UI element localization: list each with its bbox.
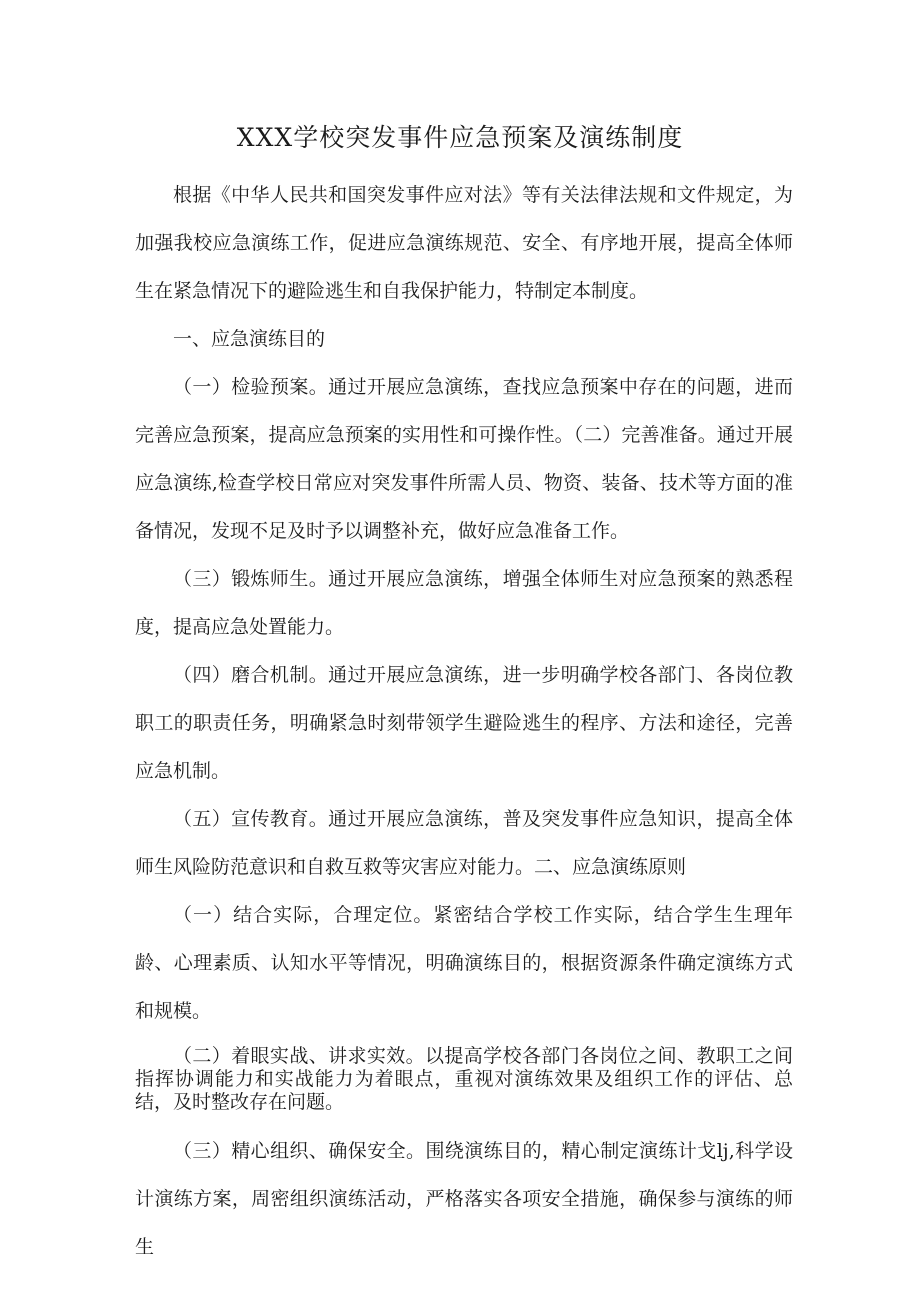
principle-item-3: （三）精心组织、确保安全。围绕演练目的，精心制定演练计戈lj,科学设计演练方案，周密组织演练活动，严格落实各项安全措施，确保参与演练的师生 — [135, 1140, 793, 1258]
purpose-item-3: （三）锻炼师生。通过开展应急演练，增强全体师生对应急预案的熟悉程度，提高应急处置能力。 — [135, 568, 793, 638]
intro-paragraph: 根据《中华人民共和国突发事件应对法》等有关法律法规和文件规定，为加强我校应急演练工作，促进应急演练规范、安全、有序地开展，提高全体师生在紧急情况下的避险逃生和自我保护能力，特制定本制度。 — [135, 184, 793, 302]
purpose-item-4: （四）磨合机制。通过开展应急演练，进一步明确学校各部门、各岗位教职工的职责任务，明确紧急时刻带领学生避险逃生的程序、方法和途径，完善应急机制。 — [135, 664, 793, 782]
document-title: XXX学校突发事件应急预案及演练制度 — [236, 123, 684, 152]
document-body — [135, 171, 793, 1271]
section-heading-purpose: 一、应急演练目的 — [173, 328, 326, 350]
purpose-item-5: （五）宣传教育。通过开展应急演练，普及突发事件应急知识，提高全体师生风险防范意识和自救互救等灾害应对能力。二、应急演练原则 — [135, 808, 793, 878]
principle-item-1: （一）结合实际，合理定位。紧密结合学校工作实际，结合学生生理年龄、心理素质、认知水平等情况，明确演练目的，根据资源条件确定演练方式和规模。 — [135, 904, 793, 1022]
principle-item-2: （二）着眼实战、讲求实效。以提高学校各部门各岗位之间、教职工之间指挥协调能力和实战能力为着眼点，重视对演练效果及组织工作的评估、总结，及时整改存在问题。 — [135, 1045, 793, 1113]
purpose-item-1-2: （一）检验预案。通过开展应急演练，查找应急预案中存在的问题，进而完善应急预案，提高应急预案的实用性和可操作性。（二）完善准备。通过开展应急演练,检查学校日常应对突发事件所需人员、物资、装备、技术等方面的准备情况，发现不足及时予以调整补充，做好应急准备工作。 — [135, 376, 793, 542]
